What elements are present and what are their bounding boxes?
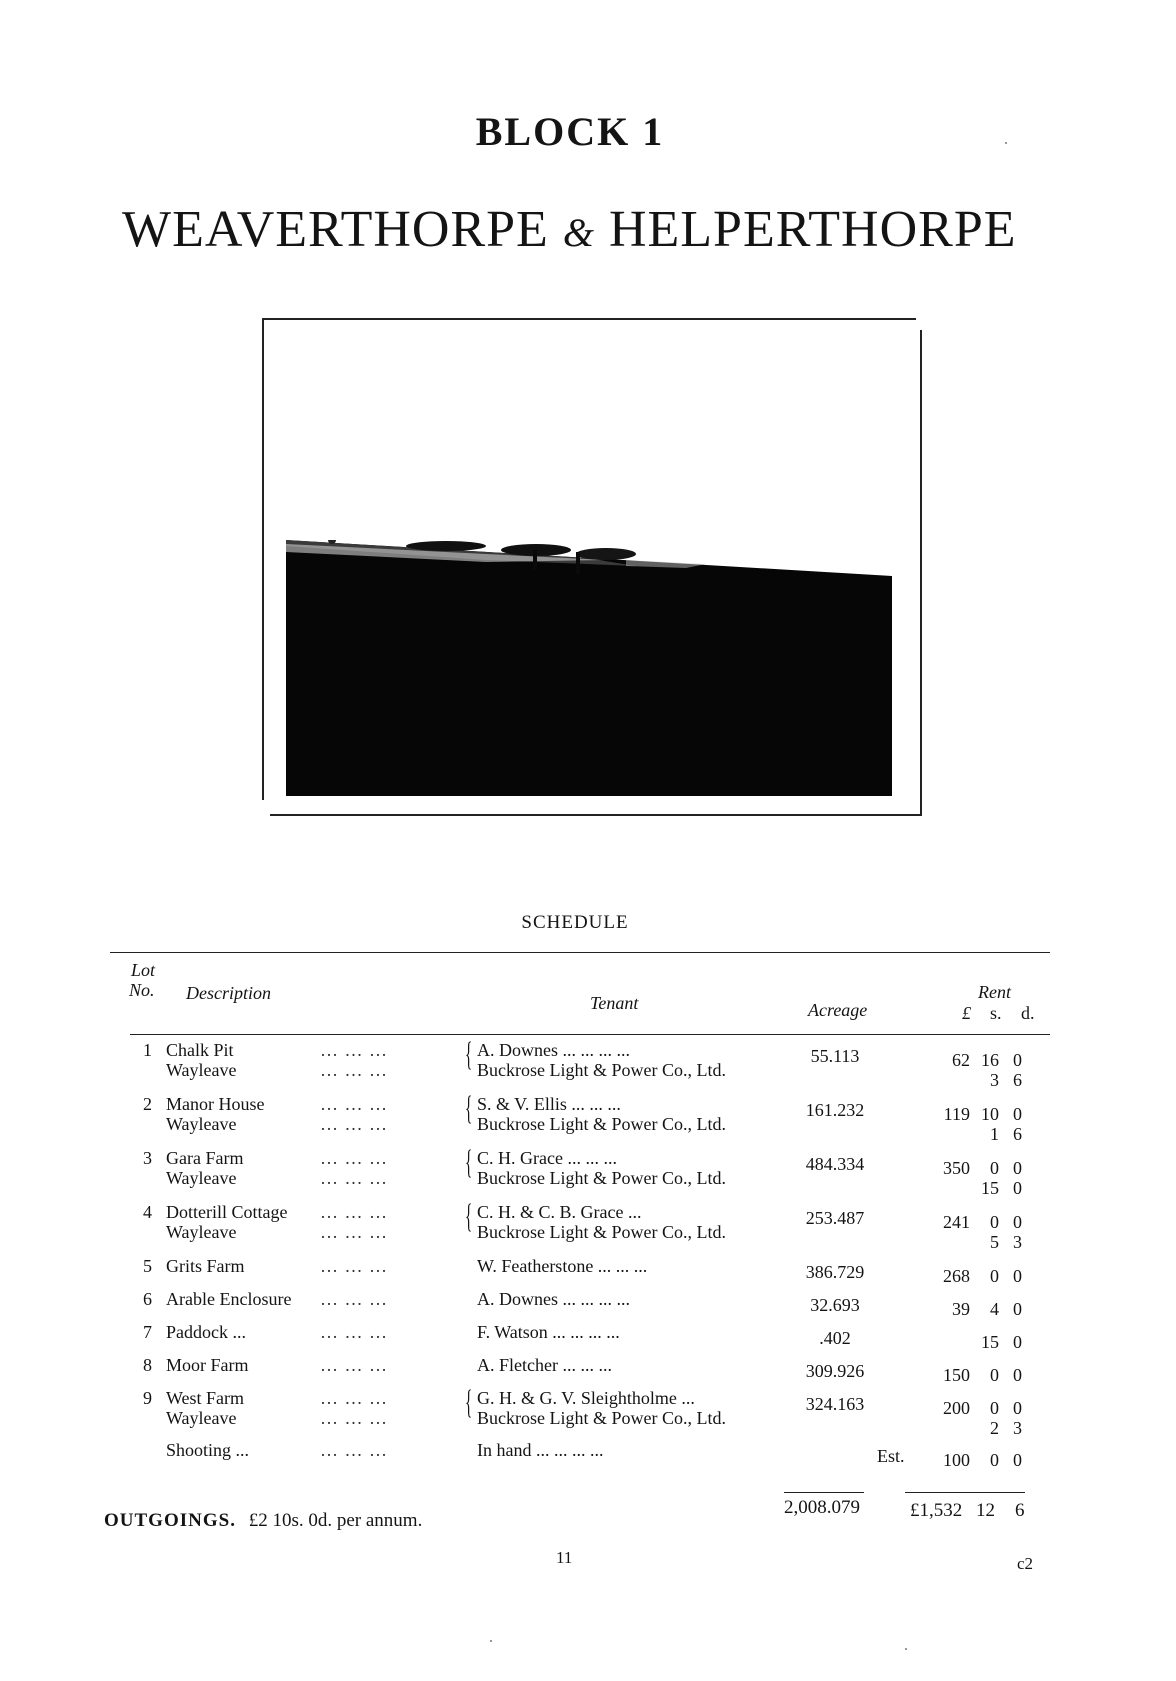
brace-mark: {	[465, 1090, 473, 1127]
leader-dots: … … …	[320, 1094, 388, 1114]
header-lot: Lot	[131, 960, 156, 980]
lot-description: Chalk Pit	[166, 1040, 234, 1060]
rent-shillings-2: 2	[990, 1418, 999, 1438]
lot-number: 7	[143, 1322, 152, 1342]
tenant-name-2: Buckrose Light & Power Co., Ltd.	[477, 1168, 726, 1188]
brace-mark: {	[465, 1198, 473, 1235]
lot-description: Shooting ...	[166, 1440, 250, 1460]
total-pounds: £1,532	[910, 1500, 963, 1521]
rent-pence: 0	[1013, 1212, 1022, 1232]
acreage-value: 32.693	[810, 1295, 860, 1315]
table-row	[0, 1384, 1176, 1438]
outgoings-text: £2 10s. 0d. per annum.	[248, 1510, 423, 1531]
rent-pence-2: 0	[1013, 1178, 1022, 1198]
outgoings-line	[104, 1510, 422, 1532]
lot-description: Dotterill Cottage	[166, 1202, 288, 1222]
acreage-value: 386.729	[805, 1262, 865, 1282]
table-row	[0, 1036, 1176, 1090]
rent-pence-2: 6	[1013, 1070, 1022, 1090]
header-tenant: Tenant	[590, 993, 639, 1013]
leader-dots: … … …	[320, 1202, 388, 1222]
outgoings-label: OUTGOINGS.	[104, 1510, 236, 1531]
acreage-value: 309.926	[805, 1361, 865, 1381]
paper-speck	[1005, 142, 1007, 144]
tenant-name-2: Buckrose Light & Power Co., Ltd.	[477, 1114, 726, 1134]
tenant-name: C. H. & C. B. Grace ...	[477, 1202, 642, 1222]
rent-pence: 0	[1013, 1450, 1022, 1470]
leader-dots: … … …	[320, 1114, 388, 1134]
rent-shillings: 0	[990, 1158, 999, 1178]
lot-number: 6	[143, 1289, 152, 1309]
header-bottom-rule	[130, 1034, 1050, 1035]
lot-number: 3	[143, 1148, 152, 1168]
acreage-value: 253.487	[805, 1208, 865, 1228]
ampersand: &	[562, 210, 595, 255]
table-row	[0, 1144, 1176, 1198]
rent-pounds: 39	[952, 1299, 970, 1319]
tenant-name: S. & V. Ellis ... ... ...	[477, 1094, 621, 1114]
brace-mark: {	[465, 1144, 473, 1181]
lot-description: Paddock ...	[166, 1322, 246, 1342]
rent-shillings: 0	[990, 1365, 999, 1385]
leader-dots: … … …	[320, 1148, 388, 1168]
schedule-title: SCHEDULE	[521, 912, 629, 933]
tenant-name: W. Featherstone ... ... ...	[477, 1256, 648, 1276]
rent-pence: 0	[1013, 1332, 1022, 1352]
rent-pence: 0	[1013, 1266, 1022, 1286]
header-pounds: £	[962, 1003, 971, 1023]
rent-shillings: 0	[990, 1266, 999, 1286]
rent-pence: 0	[1013, 1158, 1022, 1178]
table-row	[0, 1090, 1176, 1144]
total-pence: 6	[1015, 1500, 1025, 1521]
signature-mark: c2	[1017, 1554, 1034, 1573]
rent-shillings: 0	[990, 1450, 999, 1470]
tenant-name: F. Watson ... ... ... ...	[477, 1322, 620, 1342]
acreage-value: 484.334	[805, 1154, 865, 1174]
header-description: Description	[186, 983, 271, 1003]
page-number: 11	[556, 1548, 573, 1567]
leader-dots: … … …	[320, 1440, 388, 1460]
lot-description: Moor Farm	[166, 1355, 249, 1375]
rent-shillings-2: 15	[981, 1178, 999, 1198]
table-top-rule	[110, 952, 1050, 953]
lot-description: Gara Farm	[166, 1148, 244, 1168]
tenant-name: A. Downes ... ... ... ...	[477, 1289, 630, 1309]
rent-pence-2: 6	[1013, 1124, 1022, 1144]
paper-speck	[490, 1640, 492, 1642]
rent-pounds: 62	[952, 1050, 970, 1070]
leader-dots: … … …	[320, 1040, 388, 1060]
lot-number: 8	[143, 1355, 152, 1375]
brace-mark: {	[465, 1036, 473, 1073]
rent-pence: 0	[1013, 1050, 1022, 1070]
rent-pounds: 241	[943, 1212, 970, 1232]
rent-pounds: 119	[943, 1104, 970, 1124]
rent-pence-2: 3	[1013, 1232, 1022, 1252]
rent-pounds: 100	[943, 1450, 970, 1470]
acreage-value: .402	[819, 1328, 851, 1348]
landscape-photo-image	[286, 540, 892, 796]
lot-number: 1	[143, 1040, 152, 1060]
leader-dots: … … …	[320, 1355, 388, 1375]
header-acreage: Acreage	[808, 1000, 868, 1020]
total-acreage: 2,008.079	[784, 1497, 860, 1518]
estimate-label: Est.	[877, 1446, 905, 1466]
rent-shillings: 16	[981, 1050, 999, 1070]
table-row	[0, 1440, 1176, 1490]
lot-description-2: Wayleave	[166, 1222, 237, 1242]
block-heading: BLOCK 1	[475, 109, 665, 154]
leader-dots: … … …	[320, 1388, 388, 1408]
leader-dots: … … …	[320, 1256, 388, 1276]
rent-shillings-2: 5	[990, 1232, 999, 1252]
tenant-name: In hand ... ... ... ...	[477, 1440, 604, 1460]
rent-total-rule	[905, 1492, 1025, 1493]
place-left: WEAVERTHORPE	[122, 201, 549, 258]
rent-shillings-2: 3	[990, 1070, 999, 1090]
header-shillings: s.	[990, 1003, 1002, 1023]
lot-description: Grits Farm	[166, 1256, 245, 1276]
acreage-value: 324.163	[805, 1394, 865, 1414]
rent-shillings-2: 1	[990, 1124, 999, 1144]
rent-pence: 0	[1013, 1365, 1022, 1385]
lot-description: West Farm	[166, 1388, 245, 1408]
acreage-value: 161.232	[805, 1100, 865, 1120]
lot-description: Manor House	[166, 1094, 265, 1114]
rent-pence: 0	[1013, 1299, 1022, 1319]
leader-dots: … … …	[320, 1060, 388, 1080]
rent-pounds: 200	[943, 1398, 970, 1418]
lot-description-2: Wayleave	[166, 1060, 237, 1080]
leader-dots: … … …	[320, 1408, 388, 1428]
acreage-total-rule	[784, 1492, 864, 1493]
rent-shillings: 4	[990, 1299, 999, 1319]
lot-number: 5	[143, 1256, 152, 1276]
table-row	[0, 1198, 1176, 1252]
leader-dots: … … …	[320, 1322, 388, 1342]
rent-pence: 0	[1013, 1104, 1022, 1124]
place-right: HELPERTHORPE	[608, 201, 1017, 258]
rent-shillings: 15	[981, 1332, 999, 1352]
tenant-name-2: Buckrose Light & Power Co., Ltd.	[477, 1222, 726, 1242]
brace-mark: {	[465, 1384, 473, 1421]
tenant-name-2: Buckrose Light & Power Co., Ltd.	[477, 1060, 726, 1080]
header-rent: Rent	[978, 982, 1011, 1002]
tenant-name-2: Buckrose Light & Power Co., Ltd.	[477, 1408, 726, 1428]
tenant-name: A. Fletcher ... ... ...	[477, 1355, 612, 1375]
rent-shillings: 10	[981, 1104, 999, 1124]
lot-number: 9	[143, 1388, 152, 1408]
tenant-name: C. H. Grace ... ... ...	[477, 1148, 617, 1168]
rent-shillings: 0	[990, 1398, 999, 1418]
lot-description-2: Wayleave	[166, 1114, 237, 1134]
paper-speck	[905, 1648, 907, 1650]
lot-number: 4	[143, 1202, 152, 1222]
landscape-photo	[286, 540, 892, 796]
header-pence: d.	[1021, 1003, 1035, 1023]
rent-pence-2: 3	[1013, 1418, 1022, 1438]
place-heading	[122, 200, 1082, 259]
lot-description-2: Wayleave	[166, 1408, 237, 1428]
leader-dots: … … …	[320, 1222, 388, 1242]
rent-pounds: 350	[943, 1158, 970, 1178]
tenant-name: G. H. & G. V. Sleightholme ...	[477, 1388, 695, 1408]
rent-pounds: 150	[943, 1365, 970, 1385]
acreage-value: 55.113	[810, 1046, 860, 1066]
tenant-name: A. Downes ... ... ... ...	[477, 1040, 630, 1060]
lot-description-2: Wayleave	[166, 1168, 237, 1188]
lot-description: Arable Enclosure	[166, 1289, 292, 1309]
lot-number: 2	[143, 1094, 152, 1114]
leader-dots: … … …	[320, 1289, 388, 1309]
header-no: No.	[129, 980, 155, 1000]
rent-shillings: 0	[990, 1212, 999, 1232]
total-shillings: 12	[976, 1500, 995, 1521]
leader-dots: … … …	[320, 1168, 388, 1188]
rent-pence: 0	[1013, 1398, 1022, 1418]
rent-pounds: 268	[943, 1266, 970, 1286]
